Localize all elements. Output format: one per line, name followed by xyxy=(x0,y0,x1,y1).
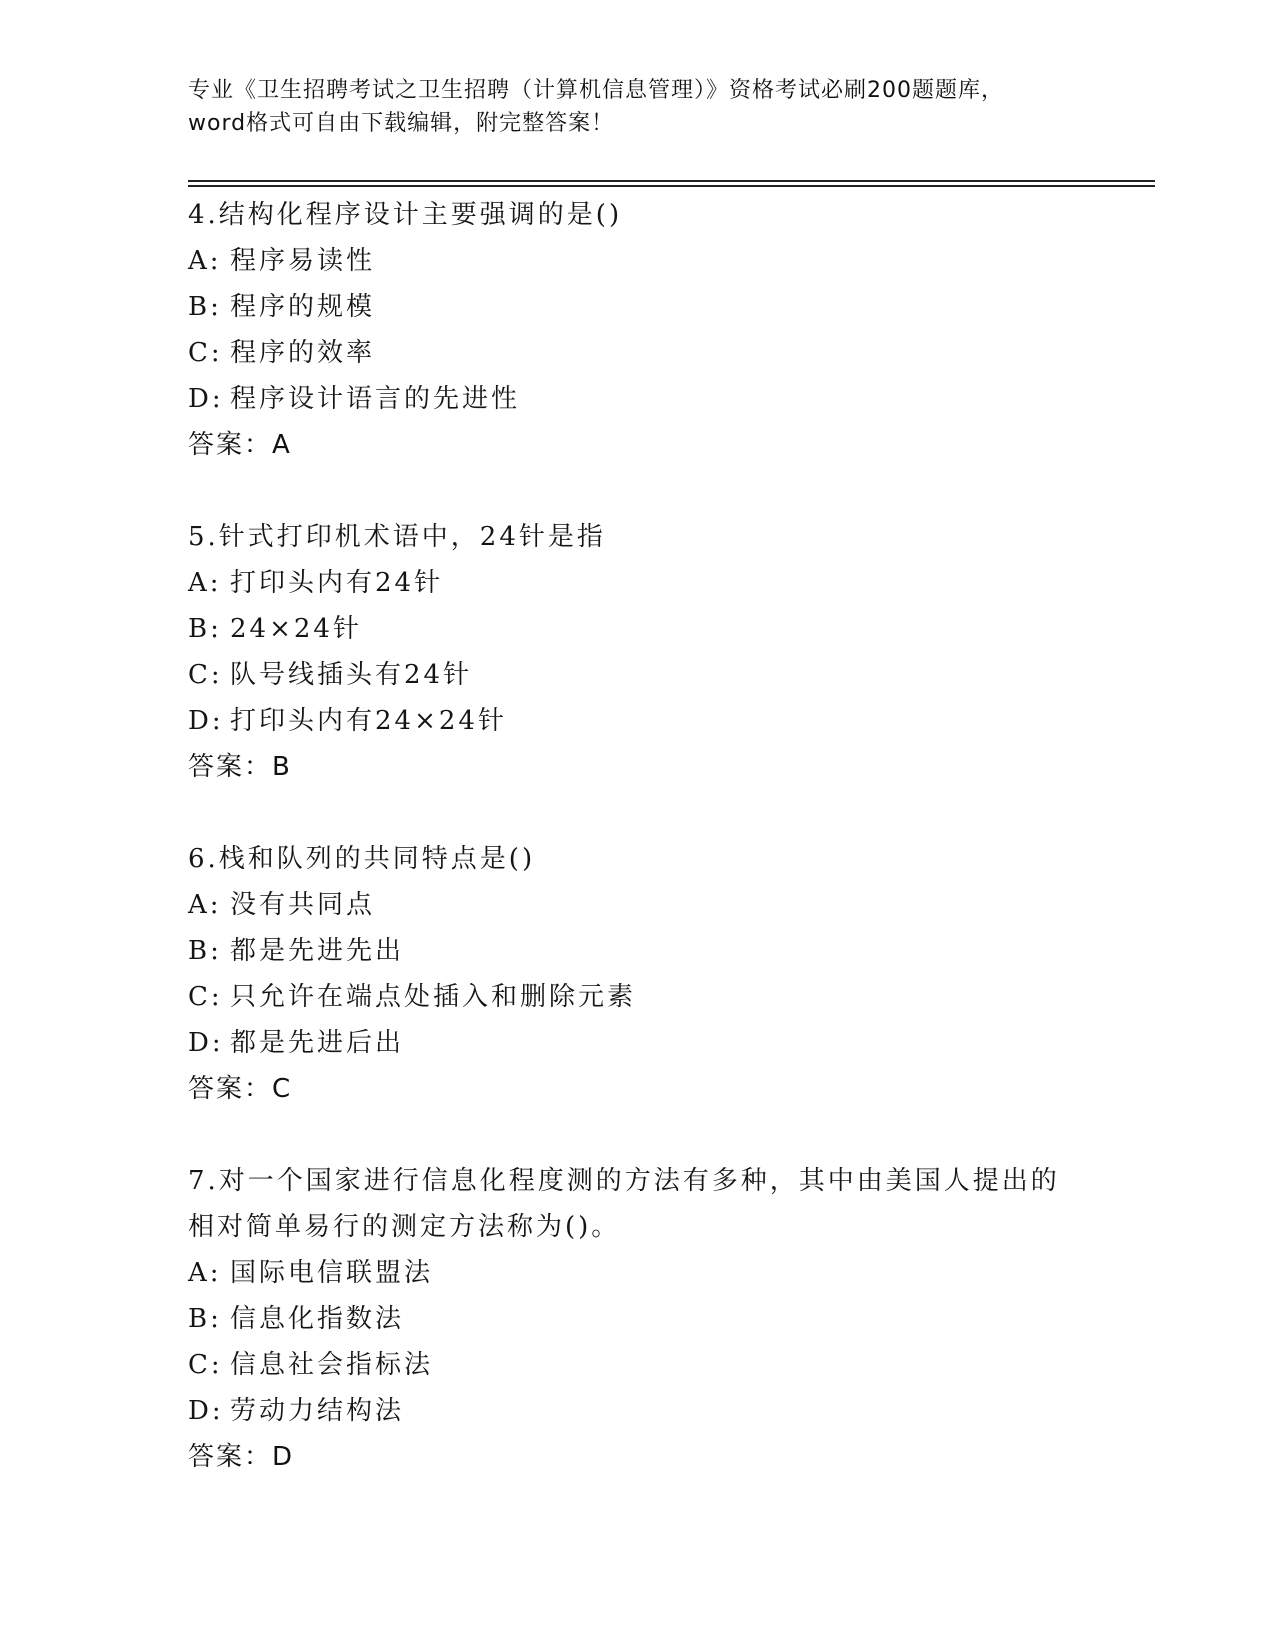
option-key: D: xyxy=(188,706,224,736)
option-c xyxy=(188,652,1155,698)
option-key: C: xyxy=(188,982,223,1012)
document-header xyxy=(188,74,1088,140)
option-key: D: xyxy=(188,1396,224,1426)
option-key: A: xyxy=(188,890,222,920)
header-divider-top xyxy=(188,180,1155,182)
answer-line: 答案：B xyxy=(188,752,292,782)
option-text: 队号线插头有24针 xyxy=(230,660,473,690)
header-line-1: 专业《卫生招聘考试之卫生招聘（计算机信息管理）》资格考试必刷200题题库， xyxy=(188,78,1004,103)
option-key: B: xyxy=(188,614,222,644)
header-line-2: word格式可自由下载编辑，附完整答案！ xyxy=(188,111,615,136)
option-c xyxy=(188,974,1155,1020)
option-text: 程序的规模 xyxy=(230,292,376,322)
question-block xyxy=(188,1158,1155,1480)
question-stem: 4.结构化程序设计主要强调的是() xyxy=(188,200,623,230)
header-divider-bottom xyxy=(188,185,1155,187)
option-text: 程序设计语言的先进性 xyxy=(230,384,521,414)
option-a xyxy=(188,1250,1155,1296)
option-text: 程序易读性 xyxy=(230,246,376,276)
question-list xyxy=(188,192,1155,1526)
option-key: D: xyxy=(188,1028,224,1058)
question-block xyxy=(188,514,1155,790)
answer-line: 答案：D xyxy=(188,1442,295,1472)
option-b xyxy=(188,284,1155,330)
option-text: 国际电信联盟法 xyxy=(230,1258,434,1288)
option-d xyxy=(188,1388,1155,1434)
option-key: A: xyxy=(188,1258,222,1288)
option-d xyxy=(188,1020,1155,1066)
option-text: 信息化指数法 xyxy=(230,1304,405,1334)
option-text: 都是先进后出 xyxy=(230,1028,405,1058)
option-key: A: xyxy=(188,246,222,276)
option-text: 没有共同点 xyxy=(230,890,376,920)
option-key: A: xyxy=(188,568,222,598)
question-block xyxy=(188,836,1155,1112)
answer-line: 答案：A xyxy=(188,430,292,460)
option-text: 都是先进先出 xyxy=(230,936,405,966)
option-text: 24×24针 xyxy=(230,614,362,644)
option-b xyxy=(188,1296,1155,1342)
option-c xyxy=(188,1342,1155,1388)
option-key: B: xyxy=(188,936,222,966)
option-b xyxy=(188,928,1155,974)
option-key: D: xyxy=(188,384,224,414)
option-key: B: xyxy=(188,1304,222,1334)
option-key: C: xyxy=(188,1350,223,1380)
option-a xyxy=(188,882,1155,928)
question-block xyxy=(188,192,1155,468)
option-key: C: xyxy=(188,338,223,368)
option-text: 打印头内有24×24针 xyxy=(230,706,507,736)
option-a xyxy=(188,238,1155,284)
question-stem-continued: 相对简单易行的测定方法称为()。 xyxy=(188,1212,621,1242)
option-text: 劳动力结构法 xyxy=(230,1396,405,1426)
question-stem: 6.栈和队列的共同特点是() xyxy=(188,844,536,874)
option-key: C: xyxy=(188,660,223,690)
question-stem: 7.对一个国家进行信息化程度测的方法有多种，其中由美国人提出的 xyxy=(188,1166,1060,1196)
answer-line: 答案：C xyxy=(188,1074,293,1104)
option-d xyxy=(188,698,1155,744)
option-d xyxy=(188,376,1155,422)
option-text: 程序的效率 xyxy=(230,338,376,368)
option-b xyxy=(188,606,1155,652)
option-text: 只允许在端点处插入和删除元素 xyxy=(230,982,637,1012)
option-text: 打印头内有24针 xyxy=(230,568,444,598)
option-text: 信息社会指标法 xyxy=(230,1350,434,1380)
option-c xyxy=(188,330,1155,376)
option-key: B: xyxy=(188,292,222,322)
option-a xyxy=(188,560,1155,606)
question-stem: 5.针式打印机术语中，24针是指 xyxy=(188,522,606,552)
